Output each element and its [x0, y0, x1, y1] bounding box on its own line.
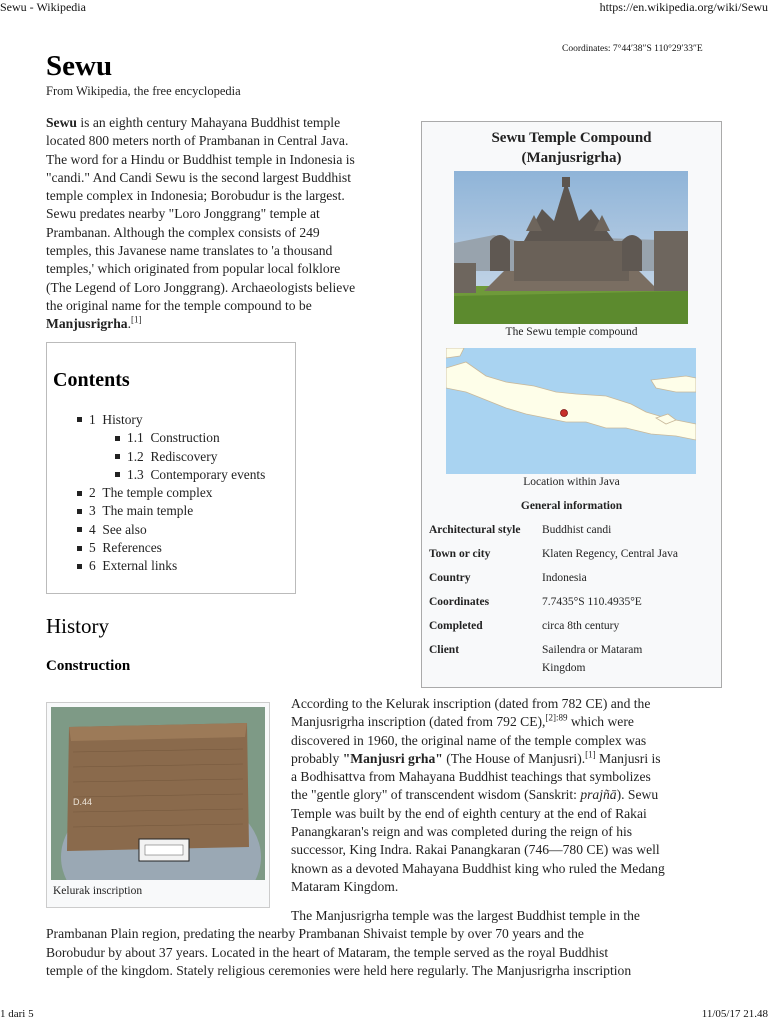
intro-line: temples,' which originated from popular local folklore: [46, 261, 341, 277]
second-paragraph: The Manjusrigrha temple was the largest Buddhist temple in the Prambanan Plain region, predating the nearby Prambanan Shivaist temple by over 70 years and the Borobudur by about 37 years. Located in the heart of Mataram, the temple served as the royal Buddhist temple of the kingdom. Stately religious ceremonies were held here regularly. The Manjusrigrha inscription: [46, 908, 640, 978]
tagline: From Wikipedia, the free encyclopedia: [46, 84, 241, 98]
location-marker-icon: [561, 410, 568, 417]
toc-title: Contents: [53, 369, 130, 391]
toc-item-contemporary-events[interactable]: 1.3 Contemporary events: [77, 466, 265, 484]
kelurak-caption: Kelurak inscription: [53, 885, 143, 897]
bullet-icon: [77, 509, 82, 514]
intro-line: Prambanan. Although the complex consists of 249: [46, 224, 320, 240]
toc-item-main-temple[interactable]: 3 The main temple: [77, 502, 265, 520]
infobox-label-town: Town or city: [429, 548, 491, 560]
bullet-icon: [77, 564, 82, 569]
coordinates-top[interactable]: Coordinates: 7°44′38″S 110°29′33″E: [562, 44, 703, 54]
infobox-value-country[interactable]: Indonesia: [542, 572, 587, 584]
kelurak-thumbnail: [46, 702, 270, 908]
table-of-contents: [46, 342, 296, 594]
intro-line: temple complex in Indonesia; Borobudur is the largest.: [46, 188, 345, 204]
bullet-icon: [77, 546, 82, 551]
toc-item-external-links[interactable]: 6 External links: [77, 557, 265, 575]
toc-item-references[interactable]: 5 References: [77, 539, 265, 557]
photo-caption: The Sewu temple compound: [505, 326, 638, 338]
page-url[interactable]: https://en.wikipedia.org/wiki/Sewu: [599, 0, 768, 14]
intro-line: The word for a Hindu or Buddhist temple in Indonesia is: [46, 151, 355, 167]
infobox-value-architectural-style[interactable]: Buddhist candi: [542, 524, 612, 536]
citation-1[interactable]: [1]: [130, 314, 142, 325]
bullet-icon: [115, 454, 120, 459]
bullet-icon: [115, 436, 120, 441]
intro-paragraph: Sewu is an eighth century Mahayana Buddhist temple located 800 meters north of Prambanan in Central Java. The word for a Hindu or Buddhist temple in Indonesia is "candi." And Candi Sewu is the second largest Buddhist temple complex in Indonesia; Borobudur is the largest. Sewu predates nearby "Loro Jonggrang" temple at Prambanan. Although the complex consists of 249 temples, this Javanese name translates to 'a thousand temples,' which originated from popular local folklore (The Legend of Loro Jonggrang). Archaeologists believe the original name for the temple compound to be Manjusrigrha.[1]: [46, 114, 416, 334]
citation-1b[interactable]: [1]: [585, 749, 596, 760]
infobox-label-coordinates: Coordinates: [429, 596, 490, 608]
general-information-header: General information: [520, 500, 623, 512]
stone-label: D.44: [73, 797, 93, 807]
toc-item-rediscovery[interactable]: 1.2 Rediscovery: [77, 448, 265, 466]
print-datetime: 11/05/17 21.48: [701, 1008, 768, 1020]
toc-item-temple-complex[interactable]: 2 The temple complex: [77, 484, 265, 502]
infobox-value-town[interactable]: Klaten Regency, Central Java: [542, 548, 678, 560]
page-title-header: Sewu - Wikipedia: [0, 0, 86, 14]
temple-photo[interactable]: [454, 171, 688, 324]
temple-photo-image: [454, 171, 688, 324]
location-map[interactable]: [446, 348, 696, 474]
bullet-icon: [77, 527, 82, 532]
infobox-value-coordinates[interactable]: 7.7435°S 110.4935°E: [542, 596, 642, 608]
infobox-label-country: Country: [429, 572, 471, 584]
page-number: 1 dari 5: [0, 1008, 34, 1020]
toc-list: [77, 411, 265, 576]
intro-line: Sewu predates nearby "Loro Jonggrang" temple at: [46, 206, 320, 222]
intro-bold-sewu: Sewu: [46, 115, 77, 130]
bullet-icon: [115, 472, 120, 477]
intro-line: the original name for the temple compound to be: [46, 297, 312, 313]
intro-line: "candi." And Candi Sewu is the second largest Buddhist: [46, 169, 351, 185]
citation-2[interactable]: [2]:89: [545, 712, 568, 723]
infobox-title: Sewu Temple Compound (Manjusrigrha): [491, 130, 652, 166]
intro-line: located 800 meters north of Prambanan in Central Java.: [46, 133, 349, 149]
intro-line-1: is an eighth century Mahayana Buddhist temple: [76, 115, 341, 130]
toc-item-history[interactable]: 1 History: [77, 411, 265, 429]
intro-line: temples, this Javanese name translates to 'a thousand: [46, 243, 333, 259]
infobox-value-completed: circa 8th century: [542, 620, 620, 632]
toc-item-see-also[interactable]: 4 See also: [77, 521, 265, 539]
kelurak-stone-image: [51, 707, 265, 880]
article-title: Sewu: [46, 50, 113, 82]
toc-item-construction[interactable]: 1.1 Construction: [77, 429, 265, 447]
infobox-label-client: Client: [429, 644, 460, 656]
intro-bold-manjusrigrha: Manjusrigrha: [46, 316, 128, 332]
infobox-label-completed: Completed: [429, 620, 483, 632]
bullet-icon: [77, 491, 82, 496]
infobox: [421, 121, 722, 688]
map-caption: Location within Java: [523, 476, 620, 488]
kelurak-image[interactable]: [51, 707, 265, 880]
heading-history: History: [46, 614, 109, 638]
infobox-value-client[interactable]: Sailendra or Mataram Kingdom: [542, 644, 643, 674]
infobox-label-architectural-style: Architectural style: [429, 524, 521, 536]
heading-construction: Construction: [46, 658, 131, 674]
bullet-icon: [77, 417, 82, 422]
intro-line: (The Legend of Loro Jonggrang). Archaeologists believe: [46, 279, 356, 295]
java-map-image: [446, 348, 696, 474]
construction-paragraph: According to the Kelurak inscription (dated from 782 CE) and the Manjusrigrha inscription (dated from 792 CE),$^{[2]:89}$ which were discovered in 1960, the original name of the temple complex was probably "Manjusri grha" (The House of Manjusri).[1] Manjusri is a Bodhisattva from Mahayana Buddhist teachings that symbolizes the "gentle glory" of transcendent wisdom (Sanskrit: prajñā). Sewu Temple was built by the end of eighth century at the end of Rakai Panangkaran's reign and was completed during the reign of his successor, King Indra. Rakai Panangkaran (746—780 CE) was well known as a devoted Mahayana Buddhist king who ruled the Medang Mataram Kingdom.: [291, 696, 665, 894]
